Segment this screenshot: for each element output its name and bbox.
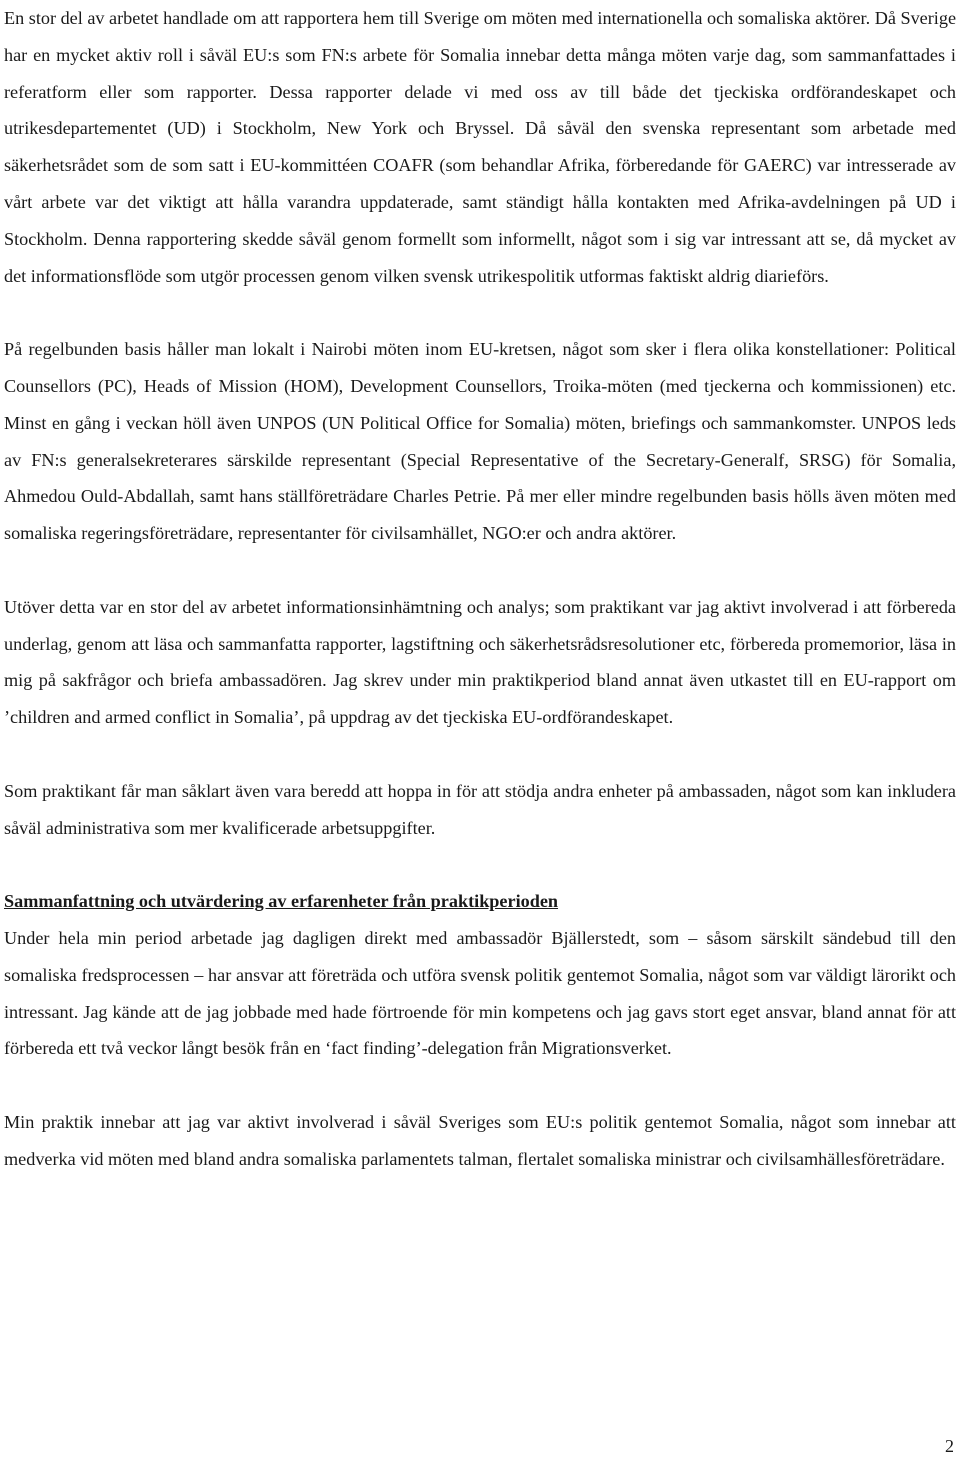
paragraph-eu-meetings: På regelbunden basis håller man lokalt i Nairobi möten inom EU-kretsen, något som sker i flera olika konstellationer: Political Counsellors (PC), Heads of Mission (HOM), Development Counsellors, Troika-möten (med tjeckerna och kommissionen) etc. Minst en gång i veckan höll även UNPOS (UN Political Office for Somalia) möten, briefings och sammankomster. UNPOS leds av FN:s generalsekreterares särskilde representant (Special Representative of the Secretary-Generalf, SRSG) för Somalia, Ahmedou Ould-Abdallah, samt hans ställföreträdare Charles Petrie. På mer eller mindre regelbunden basis hölls även möten med somaliska regeringsföreträdare, representanter för civilsamhället, NGO:er och andra aktörer. (4, 339, 956, 544)
paragraph-gap (4, 294, 956, 331)
paragraph-summary: Under hela min period arbetade jag dagligen direkt med ambassadör Bjällerstedt, som – såsom särskilt sändebud till den somaliska fredsprocessen – har ansvar att företräda och utföra svensk politik gentemot Somalia, något som var väldigt lärorikt och intressant. Jag kände att de jag jobbade med hade förtroende för min kompetens och jag gavs stort eget ansvar, bland annat för att förbereda ett två veckor långt besök från en ‘fact finding’-delegation från Migrationsverket. (4, 927, 956, 1059)
paragraph-reporting: En stor del av arbetet handlade om att rapportera hem till Sverige om möten med internationella och somaliska aktörer. Då Sverige har en mycket aktiv roll i såväl EU:s som FN:s arbete för Somalia innebar detta många möten varje dag, som sammanfattades i referatform eller som rapporter. Dessa rapporter delade vi med oss av till både det tjeckiska ordförandeskapet och utrikesdepartementet (UD) i Stockholm, New York och Bryssel. Då såväl den svenska representant som arbetade med säkerhetsrådet som de som satt i EU-kommittéen COAFR (som behandlar Afrika, förberedande för GAERC) var intresserade av vårt arbete var det viktigt att hålla varandra uppdaterade, samt ständigt hålla kontakten med Afrika-avdelningen på UD i Stockholm. Denna rapportering skedde såväl genom formellt som informellt, något som i sig var intressant att se, då mycket av det informationsflöde som utgör processen genom vilken svensk utrikespolitik utformas faktiskt aldrig diarieförs. (4, 8, 957, 286)
page-number: 2 (945, 1436, 954, 1456)
paragraph-gap (4, 552, 956, 589)
paragraph-involvement: Min praktik innebar att jag var aktivt involverad i såväl Sveriges som EU:s politik gentemot Somalia, något som innebar att medverka vid möten med bland andra somaliska parlamentets talman, flertalet somaliska ministrar och civilsamhällesföreträdare. (4, 1111, 956, 1169)
paragraph-support: Som praktikant får man såklart även vara beredd att hoppa in för att stödja andra enheter på ambassaden, något som kan inkludera såväl administrativa som mer kvalificerade arbetsuppgifter. (4, 780, 956, 838)
paragraph-analysis: Utöver detta var en stor del av arbetet informationsinhämtning och analys; som praktikant var jag aktivt involverad i att förbereda underlag, genom att läsa och sammanfatta rapporter, lagstiftning och säkerhetsrådsresolutioner etc, förbereda promemorior, läsa in mig på sakfrågor och briefa ambassadören. Jag skrev under min praktikperiod bland annat även utkastet till en EU-rapport om ’children and armed conflict in Somalia’, på uppdrag av det tjeckiska EU-ordförandeskapet. (4, 596, 956, 728)
paragraph-gap (4, 1067, 956, 1104)
section-heading: Sammanfattning och utvärdering av erfarenheter från praktikperioden (4, 891, 559, 912)
document-page (4, 0, 956, 1178)
paragraph-gap (4, 846, 956, 883)
paragraph-gap (4, 736, 956, 773)
